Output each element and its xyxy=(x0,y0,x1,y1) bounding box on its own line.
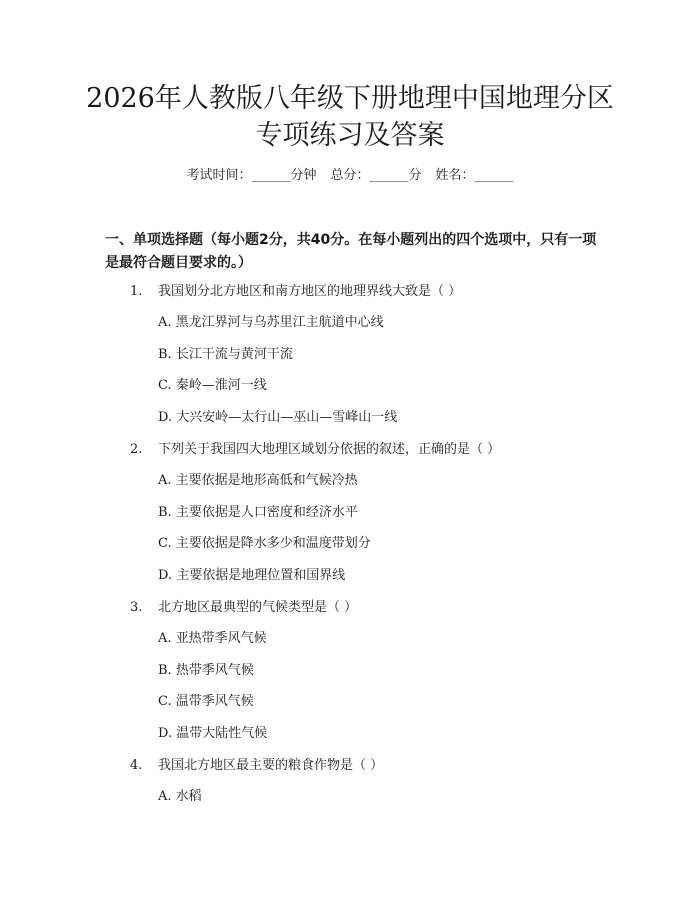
question-text: 下列关于我国四大地理区域划分依据的叙述，正确的是（ ） xyxy=(158,442,501,457)
document-title-line-2: 专项练习及答案 xyxy=(255,120,445,151)
question-option: B. 长江干流与黄河干流 xyxy=(158,347,293,362)
student-name-field: 姓名：______ xyxy=(435,168,514,183)
exam-time-field: 考试时间：______分钟 xyxy=(186,168,317,183)
question-option: A. 水稻 xyxy=(158,789,202,804)
question-option: B. 主要依据是人口密度和经济水平 xyxy=(158,505,358,520)
question-option: A. 亚热带季风气候 xyxy=(158,631,267,646)
question-option: C. 主要依据是降水多少和温度带划分 xyxy=(158,536,371,551)
total-score-field: 总分：______分 xyxy=(330,168,422,183)
question-option: A. 主要依据是地形高低和气候冷热 xyxy=(158,473,358,488)
question-number: 3. xyxy=(130,600,143,615)
question-option: D. 温带大陆性气候 xyxy=(158,726,268,741)
question-number: 2. xyxy=(130,442,143,457)
question-text: 我国划分北方地区和南方地区的地理界线大致是（ ） xyxy=(158,284,462,299)
question-text: 我国北方地区最主要的粮食作物是（ ） xyxy=(158,758,384,773)
question-option: D. 主要依据是地理位置和国界线 xyxy=(158,568,346,583)
question-number: 4. xyxy=(130,758,143,773)
question-number: 1. xyxy=(130,284,143,299)
question-option: B. 热带季风气候 xyxy=(158,663,254,678)
question-option: C. 温带季风气候 xyxy=(158,694,254,709)
exam-meta xyxy=(0,166,700,186)
document-title-line-1: 2026年人教版八年级下册地理中国地理分区 xyxy=(86,83,614,114)
question-text: 北方地区最典型的气候类型是（ ） xyxy=(158,600,358,615)
question-option: A. 黑龙江界河与乌苏里江主航道中心线 xyxy=(158,315,384,330)
question-option: D. 大兴安岭—太行山—巫山—雪峰山一线 xyxy=(158,410,398,425)
question-option: C. 秦岭—淮河一线 xyxy=(158,378,267,393)
section-heading: 一、单项选择题（每小题2分，共40分。在每小题列出的四个选项中，只有一项是最符合题目要求的。） xyxy=(105,232,597,271)
